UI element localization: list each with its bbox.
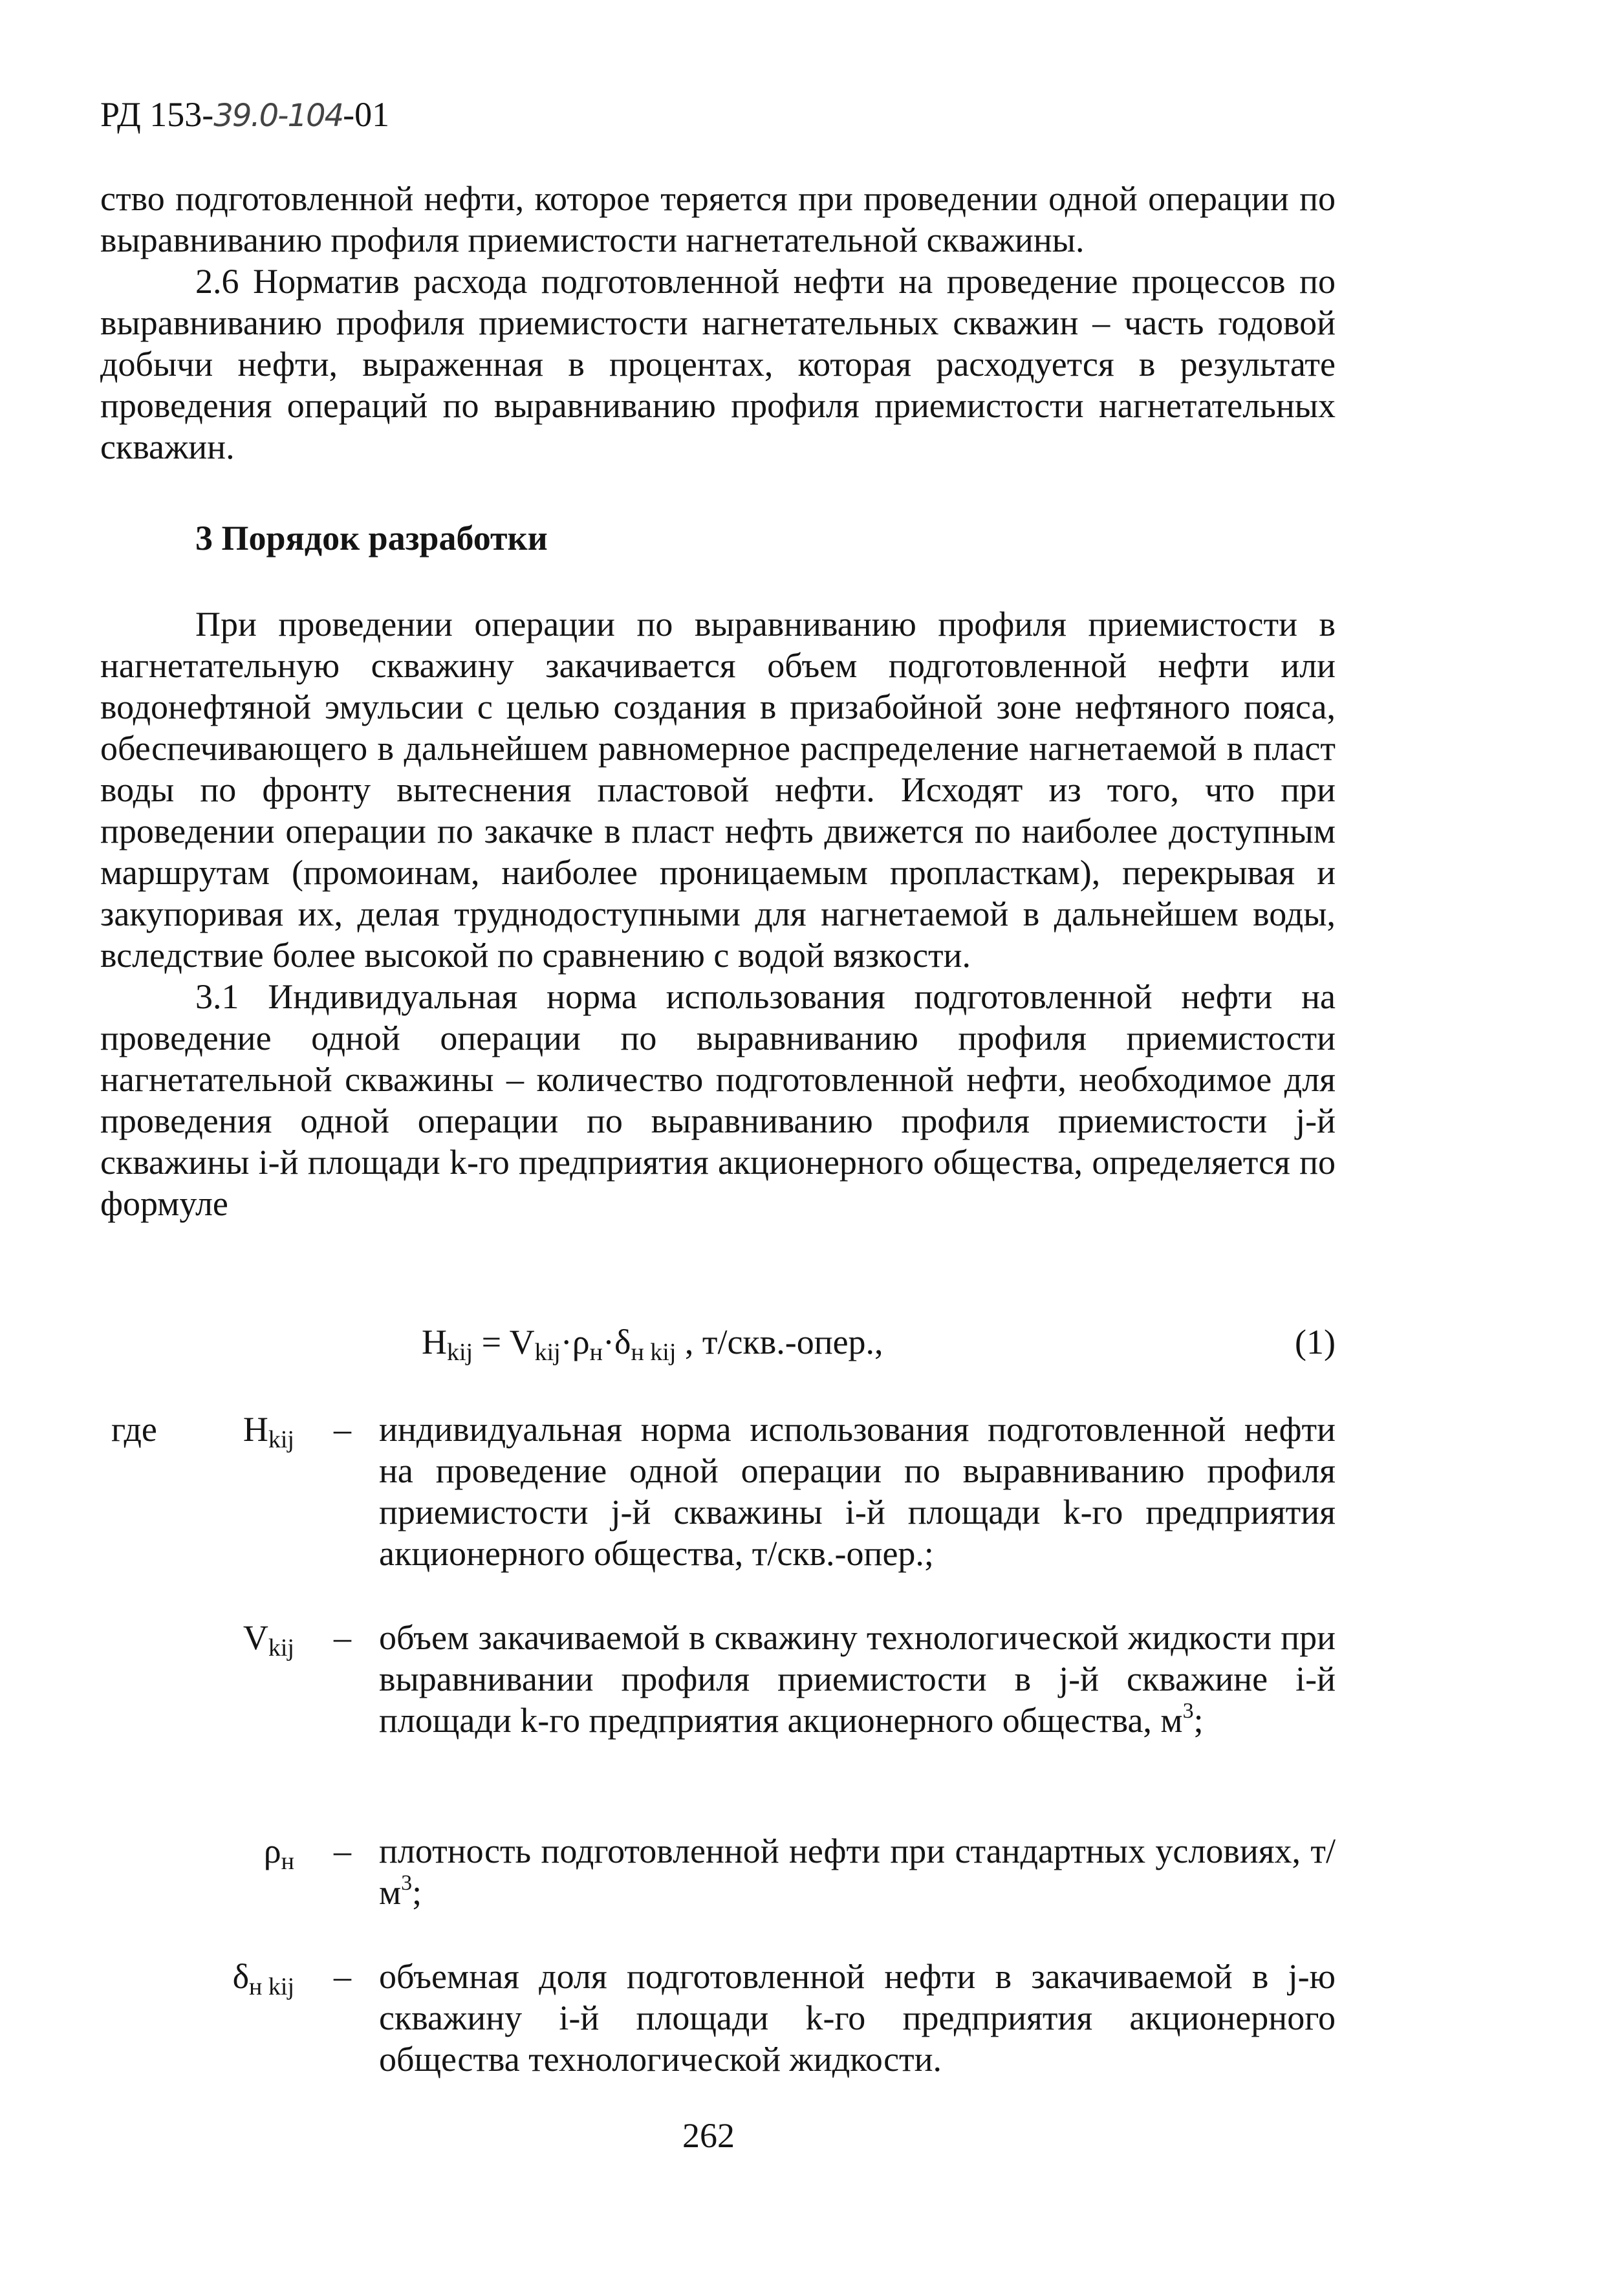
formula-H: Н [422, 1323, 447, 1361]
symbol-main: ρ [263, 1832, 281, 1870]
page-number: 262 [682, 2116, 735, 2155]
paragraph-3-1: 3.1 Индивидуальная норма использования подготовленной нефти на проведение одной операции по выравниванию профиля приемистости нагнетательной скважины – количество подготовленной нефти, необходимое для проведения одной операции по выравниванию профиля приемистости j-й скважины i-й площади k-го предприятия акционерного общества, определяется по формуле [100, 977, 1336, 1223]
definition-text-end: ; [412, 1873, 422, 1912]
section-block [100, 603, 1336, 1224]
formula-1 [422, 1319, 1336, 1365]
paragraph-2-6: 2.6 Норматив расхода подготовленной нефти на проведение процессов по выравниванию профиля приемистости нагнетательных скважин – часть годовой добычи нефти, выраженная в процентах, которая расходуется в результате проведения операций по выравниванию профиля приемистости нагнетательных скважин. [100, 262, 1336, 466]
symbol-sub: н kij [249, 1973, 294, 2000]
unit-superscript: 3 [1182, 1699, 1194, 1723]
symbol-main: V [243, 1618, 268, 1657]
formula-rho-sub: н [589, 1339, 603, 1366]
definition-symbol [194, 1617, 294, 1661]
document-header [100, 92, 389, 138]
symbol-main: δ [232, 1957, 250, 1996]
definition-text [379, 1830, 1336, 1913]
formula-eq: = [473, 1323, 510, 1361]
intro-block [100, 178, 1336, 468]
definition-text-main: плотность подготовленной нефти при стандартных условиях, т/м [379, 1832, 1336, 1912]
symbol-sub: kij [268, 1634, 294, 1661]
formula-H-sub: kij [447, 1339, 473, 1366]
definition-dash: – [334, 1618, 351, 1657]
formula-delta: δ [614, 1323, 631, 1361]
definition-text-main: объем закачиваемой в скважину технологической жидкости при выравнивании профиля приемистости в j-й скважине i-й площади k-го предприятия акционерного общества, м [379, 1618, 1336, 1740]
definition-text: объемная доля подготовленной нефти в закачиваемой в j-ю скважину i-й площади k-го предприятия акционерного общества технологической жидкости. [379, 1957, 1336, 2079]
formula-unit: , т/скв.-опер., [676, 1323, 883, 1361]
formula-dot-1: · [560, 1323, 572, 1361]
header-suffix: -01 [343, 95, 390, 134]
definition-symbol [194, 1409, 294, 1453]
header-prefix: РД 153- [100, 95, 214, 134]
where-label: где [111, 1410, 157, 1449]
definition-text: индивидуальная норма использования подготовленной нефти на проведение одной операции по выравниванию профиля приемистости j-й скважины i-й площади k-го предприятия акционерного общества, т/скв.-опер.; [379, 1410, 1336, 1573]
formula-number: (1) [1295, 1323, 1336, 1361]
handwritten-code: 39.0-104 [213, 98, 343, 134]
definition-dash: – [334, 1957, 351, 1996]
formula-delta-sub: н kij [631, 1339, 677, 1366]
symbol-main: Н [243, 1410, 268, 1449]
definition-symbol [194, 1830, 294, 1875]
formula-rho: ρ [572, 1323, 590, 1361]
paragraph-intro-process: При проведении операции по выравниванию профиля приемистости в нагнетательную скважину закачивается объем подготовленной нефти или водонефтяной эмульсии с целью создания в призабойной зоне нефтяного пояса, обеспечивающего в дальнейшем равномерное распределение нагнетаемой в пласт воды по фронту вытеснения пластовой нефти. Исходят из того, что при проведении операции по закачке в пласт нефть движется по наиболее доступным маршрутам (промоинам, наиболее проницаемым пропласткам), перекрывая и закупоривая их, делая труднодоступными для нагнетаемой в дальнейшем воды, вследствие более высокой по сравнению с водой вязкости. [100, 605, 1336, 975]
definition-symbol [194, 1956, 294, 2000]
unit-superscript: 3 [401, 1871, 413, 1895]
definition-text-end: ; [1193, 1701, 1204, 1740]
symbol-sub: kij [268, 1426, 294, 1453]
paragraph-continuation: ство подготовленной нефти, которое теряется при проведении одной операции по выравниванию профиля приемистости нагнетательной скважины. [100, 179, 1336, 259]
section-heading: 3 Порядок разработки [195, 519, 548, 557]
definition-dash: – [334, 1410, 351, 1449]
symbol-sub: н [281, 1848, 294, 1875]
definition-text [379, 1617, 1336, 1741]
formula-V: V [509, 1323, 535, 1361]
formula-V-sub: kij [534, 1339, 561, 1366]
definition-dash: – [334, 1832, 351, 1870]
formula-dot-2: · [603, 1323, 614, 1361]
